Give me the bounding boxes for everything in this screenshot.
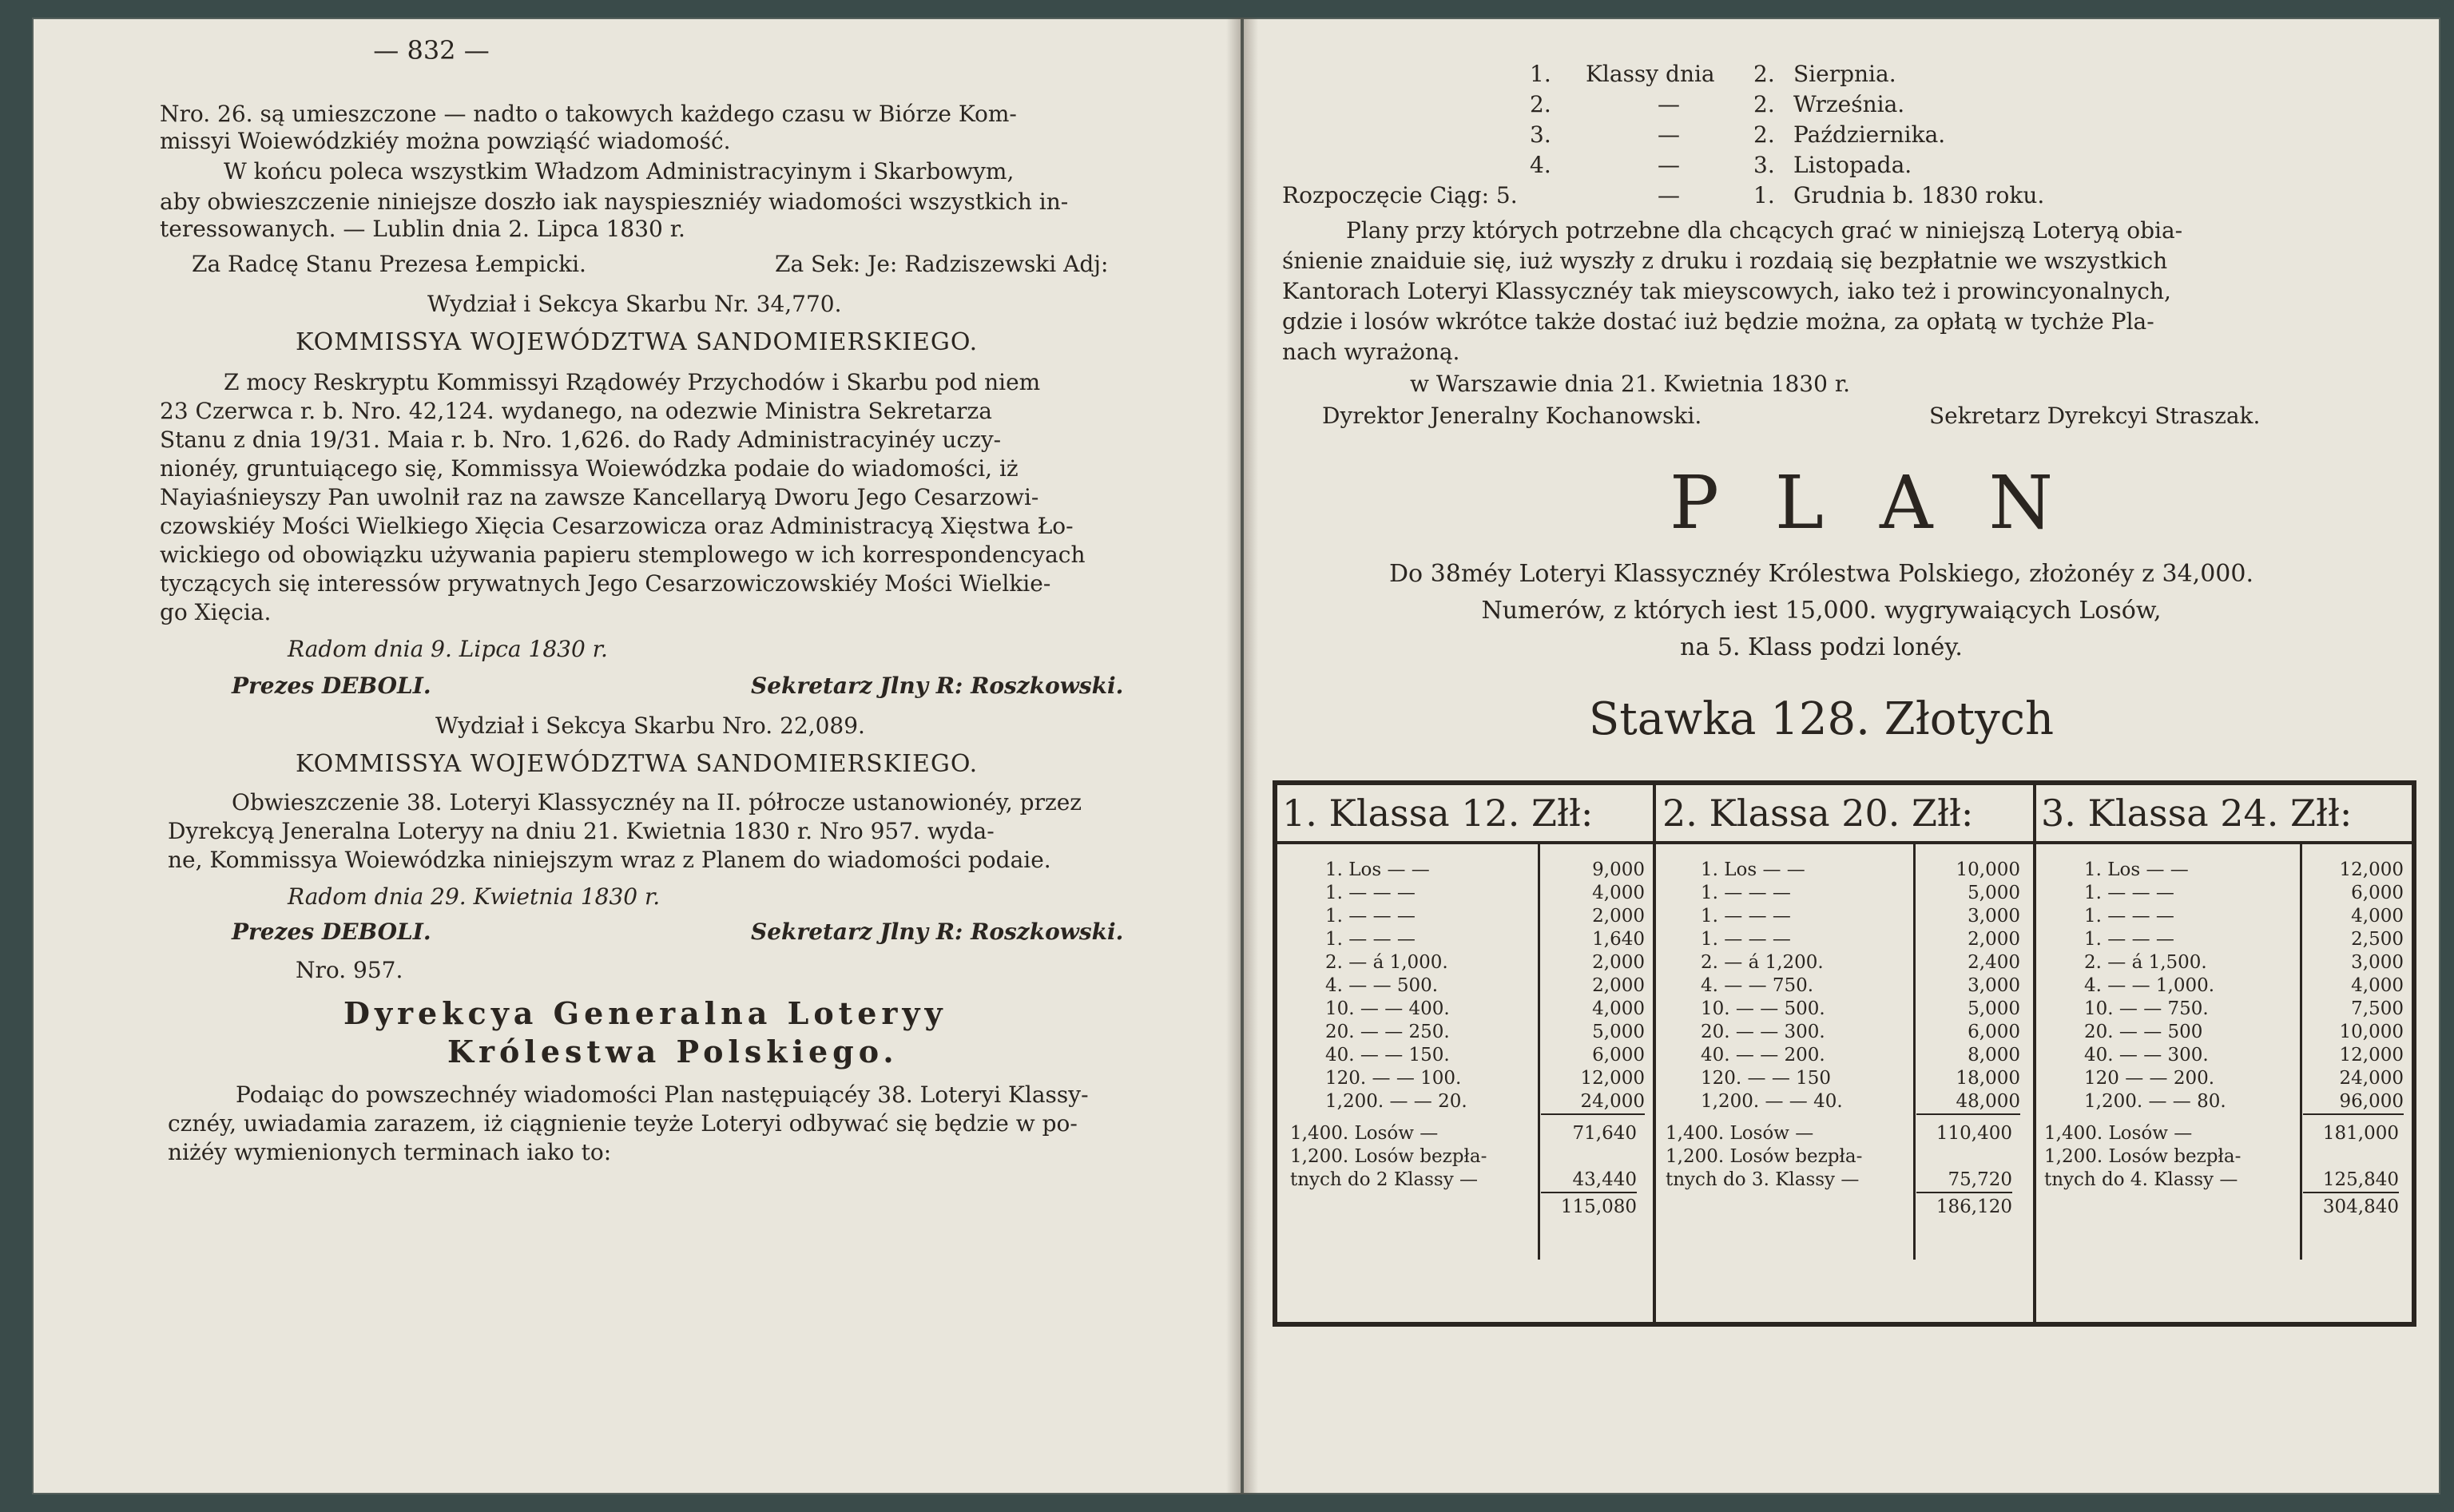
- schedule-cell: Października.: [1793, 121, 1946, 148]
- table-amount: 7,500: [2351, 998, 2404, 1019]
- table-row: 20. — — 500: [2084, 1022, 2203, 1042]
- table-amount: 181,000: [2322, 1123, 2399, 1144]
- table-row: 1,200. — — 40.: [1701, 1091, 1843, 1112]
- plan-subtitle: na 5. Klass podzi lonéy.: [1680, 633, 1963, 661]
- text-line: ne, Kommissya Woiewódzka niniejszym wraz z Planem do wiadomości podaie.: [168, 847, 1051, 873]
- signature-line: Prezes DEBOLI.: [232, 919, 431, 945]
- table-row: 1. — — —: [1701, 883, 1791, 903]
- plan-title: PLAN: [1670, 460, 2109, 546]
- table-row: 10. — — 750.: [2084, 998, 2209, 1019]
- table-amount: 6,000: [1592, 1045, 1645, 1066]
- table-amount: 4,000: [2351, 975, 2404, 996]
- section-heading: KOMMISSYA WOJEWÓDZTWA SANDOMIERSKIEGO.: [296, 328, 979, 356]
- text-line: niżéy wymienionych terminach iako to:: [168, 1139, 612, 1165]
- text-line: teressowanych. — Lublin dnia 2. Lipca 1830 r.: [160, 216, 685, 242]
- text-line: tyczących się interessów prywatnych Jego Cesarzowiczowskiéy Mości Wielkie-: [160, 570, 1051, 597]
- schedule-cell: 2.: [1753, 61, 1775, 87]
- schedule-cell: 1.: [1530, 61, 1551, 87]
- text-line: Stanu z dnia 19/31. Maia r. b. Nro. 1,626. do Rady Administracyinéy uczy-: [160, 427, 1002, 453]
- schedule-cell: Września.: [1793, 91, 1905, 117]
- table-amount: 304,840: [2322, 1197, 2399, 1217]
- schedule-cell: —: [1658, 121, 1680, 148]
- table-row: 4. — — 500.: [1325, 975, 1439, 996]
- text-line: missyi Woiewódzkiéy można powziąść wiadomość.: [160, 128, 731, 154]
- schedule-cell: 3.: [1530, 121, 1551, 148]
- text-line: go Xięcia.: [160, 599, 272, 625]
- table-row: 2. — á 1,000.: [1325, 952, 1448, 973]
- table-amount: 110,400: [1936, 1123, 2012, 1144]
- table-amount: 12,000: [1580, 1068, 1645, 1089]
- schedule-cell: 2.: [1530, 91, 1551, 117]
- table-row: 40. — — 200.: [1701, 1045, 1825, 1066]
- table-amount: 71,640: [1572, 1123, 1637, 1144]
- table-amount: 3,000: [1968, 906, 2020, 927]
- signature-line: Sekretarz Jlny R: Roszkowski.: [751, 919, 1124, 945]
- text-line: nach wyrażoną.: [1282, 339, 1460, 365]
- table-row: 20. — — 250.: [1325, 1022, 1450, 1042]
- table-row: 120 — — 200.: [2084, 1068, 2215, 1089]
- table-row: 1. — — —: [2084, 883, 2174, 903]
- table-amount: 2,400: [1968, 952, 2020, 973]
- schedule-cell: 3.: [1753, 152, 1775, 178]
- table-foot-label: 1,400. Losów —: [2044, 1123, 2193, 1144]
- table-foot-label: 1,400. Losów —: [1666, 1123, 1814, 1144]
- table-foot-label: 1,200. Losów bezpła-: [2044, 1146, 2242, 1167]
- date-line: Radom dnia 29. Kwietnia 1830 r.: [288, 883, 661, 910]
- schedule-cell: Sierpnia.: [1793, 61, 1896, 87]
- table-amount: 24,000: [1541, 1090, 1645, 1115]
- text-line: Dyrekcyą Jeneralna Loteryy na dniu 21. Kwietnia 1830 r. Nro 957. wyda-: [168, 818, 995, 844]
- signature-line: Sekretarz Jlny R: Roszkowski.: [751, 673, 1124, 699]
- table-amount: 186,120: [1936, 1197, 2012, 1217]
- table-row: 1. — — —: [1325, 906, 1416, 927]
- text-line: Z mocy Reskryptu Kommissyi Rządowéy Przychodów i Skarbu pod niem: [224, 369, 1041, 395]
- table-foot-label: tnych do 3. Klassy —: [1666, 1169, 1860, 1190]
- table-amount: 12,000: [2339, 1045, 2404, 1066]
- table-row: 10. — — 400.: [1325, 998, 1450, 1019]
- table-amount: 10,000: [1956, 859, 2020, 880]
- table-row: 40. — — 150.: [1325, 1045, 1450, 1066]
- table-amount: 10,000: [2339, 1022, 2404, 1042]
- page-number: — 832 —: [373, 35, 490, 65]
- table-foot-label: tnych do 4. Klassy —: [2044, 1169, 2238, 1190]
- text-line: śnienie znaiduie się, iuż wyszły z druku i rozdaią się bezpłatnie we wszystkich: [1282, 248, 2168, 274]
- schedule-cell: —: [1658, 152, 1680, 178]
- table-amount: 18,000: [1956, 1068, 2020, 1089]
- section-ref: Wydział i Sekcya Skarbu Nr. 34,770.: [427, 291, 842, 317]
- table-foot-label: 1,200. Losów bezpła-: [1666, 1146, 1863, 1167]
- table-amount: 9,000: [1592, 859, 1645, 880]
- text-line: Kantorach Loteryi Klassycznéy tak mieyscowych, iako też i prowincyonalnych,: [1282, 278, 2171, 304]
- table-amount: 43,440: [1541, 1169, 1637, 1193]
- heading: Dyrekcya Generalna Loteryy: [343, 995, 947, 1031]
- text-line: czowskiéy Mości Wielkiego Xięcia Cesarzowicza oraz Administracyą Xięstwa Ło-: [160, 513, 1074, 539]
- schedule-cell: Listopada.: [1793, 152, 1912, 178]
- klassa-header: 2. Klassa 20. Złł:: [1662, 792, 1974, 835]
- klassa-header: 3. Klassa 24. Złł:: [2041, 792, 2353, 835]
- signature-line: Prezes DEBOLI.: [232, 673, 431, 699]
- schedule-cell: —: [1658, 182, 1680, 208]
- table-amount: 96,000: [2303, 1090, 2404, 1115]
- column-divider: [2033, 785, 2036, 1322]
- schedule-cell: 4.: [1530, 152, 1551, 178]
- amount-divider: [2300, 844, 2302, 1260]
- table-amount: 2,000: [1592, 906, 1645, 927]
- table-amount: 5,000: [1968, 883, 2020, 903]
- text-line: Nro. 26. są umieszczone — nadto o takowych każdego czasu w Biórze Kom-: [160, 101, 1017, 127]
- table-amount: 2,000: [1592, 975, 1645, 996]
- table-row: 4. — — 750.: [1701, 975, 1814, 996]
- signature-line: Sekretarz Dyrekcyi Straszak.: [1929, 403, 2261, 429]
- table-row: 120. — — 100.: [1325, 1068, 1462, 1089]
- table-amount: 2,500: [2351, 929, 2404, 950]
- text-line: Obwieszczenie 38. Loteryi Klassycznéy na II. półrocze ustanowionéy, przez: [232, 789, 1082, 816]
- table-amount: 75,720: [1916, 1169, 2012, 1193]
- left-page: [32, 18, 1242, 1494]
- table-row: 4. — — 1,000.: [2084, 975, 2215, 996]
- schedule-cell: Grudnia b. 1830 roku.: [1793, 182, 2045, 208]
- text-line: Plany przy których potrzebne dla chcących grać w niniejszą Loteryą obia-: [1346, 217, 2183, 244]
- table-amount: 1,640: [1592, 929, 1645, 950]
- table-row: 1. — — —: [1325, 929, 1416, 950]
- table-foot-label: 1,400. Losów —: [1290, 1123, 1439, 1144]
- table-row: 1. — — —: [1325, 883, 1416, 903]
- table-amount: 3,000: [2351, 952, 2404, 973]
- plan-subtitle: Numerów, z których iest 15,000. wygrywaiących Losów,: [1481, 597, 2162, 625]
- text-line: aby obwieszczenie niniejsze doszło iak nayspieszniéy wiadomości wszystkich in-: [160, 189, 1069, 215]
- table-amount: 4,000: [1592, 998, 1645, 1019]
- table-amount: 6,000: [2351, 883, 2404, 903]
- number-ref: Nro. 957.: [296, 957, 403, 983]
- prize-table: [1273, 780, 2416, 1327]
- table-amount: 24,000: [2339, 1068, 2404, 1089]
- date-line: Radom dnia 9. Lipca 1830 r.: [288, 636, 608, 662]
- stawka-heading: Stawka 128. Złotych: [1588, 693, 2055, 745]
- table-amount: 2,000: [1592, 952, 1645, 973]
- right-page: [1242, 18, 2440, 1494]
- table-row: 1. Los — —: [1325, 859, 1430, 880]
- table-row: 1. — — —: [1701, 929, 1791, 950]
- table-amount: 4,000: [2351, 906, 2404, 927]
- table-amount: 12,000: [2339, 859, 2404, 880]
- table-amount: 2,000: [1968, 929, 2020, 950]
- text-line: cznéy, uwiadamia zarazem, iż ciągnienie teyże Loteryi odbywać się będzie w po-: [168, 1110, 1078, 1137]
- schedule-cell: 2.: [1753, 121, 1775, 148]
- text-line: Nayiaśnieyszy Pan uwolnił raz na zawsze Kancellaryą Dworu Jego Cesarzowi-: [160, 484, 1039, 510]
- text-line: 23 Czerwca r. b. Nro. 42,124. wydanego, na odezwie Ministra Sekretarza: [160, 398, 992, 424]
- table-row: 120. — — 150: [1701, 1068, 1832, 1089]
- table-amount: 3,000: [1968, 975, 2020, 996]
- text-line: nionéy, gruntuiącego się, Kommissya Woiewódzka podaie do wiadomości, iż: [160, 455, 1019, 482]
- table-row: 40. — — 300.: [2084, 1045, 2209, 1066]
- schedule-cell: 2.: [1753, 91, 1775, 117]
- table-amount: 115,080: [1560, 1197, 1637, 1217]
- table-row: 1,200. — — 80.: [2084, 1091, 2226, 1112]
- date-line: w Warszawie dnia 21. Kwietnia 1830 r.: [1410, 371, 1851, 397]
- signature-line: Dyrektor Jeneralny Kochanowski.: [1322, 403, 1702, 429]
- text-line: Podaiąc do powszechnéy wiadomości Plan następuiącéy 38. Loteryi Klassy-: [236, 1081, 1089, 1108]
- table-row: 20. — — 300.: [1701, 1022, 1825, 1042]
- table-row: 1. — — —: [2084, 906, 2174, 927]
- amount-divider: [1913, 844, 1916, 1260]
- klassa-header: 1. Klassa 12. Złł:: [1282, 792, 1594, 835]
- table-amount: 125,840: [2303, 1169, 2399, 1193]
- schedule-cell: Rozpoczęcie Ciąg: 5.: [1282, 182, 1518, 208]
- text-line: gdzie i losów wkrótce także dostać iuż będzie można, za opłatą w tychże Pla-: [1282, 308, 2154, 335]
- table-row: 1. Los — —: [2084, 859, 2189, 880]
- table-foot-label: tnych do 2 Klassy —: [1290, 1169, 1479, 1190]
- table-row: 1. — — —: [1701, 906, 1791, 927]
- table-row: 1. — — —: [2084, 929, 2174, 950]
- table-amount: 5,000: [1592, 1022, 1645, 1042]
- book-gutter: [1226, 18, 1258, 1494]
- table-rule: [1277, 841, 2412, 844]
- table-amount: 5,000: [1968, 998, 2020, 1019]
- table-foot-label: 1,200. Losów bezpła-: [1290, 1146, 1487, 1167]
- table-amount: 48,000: [1916, 1090, 2020, 1115]
- text-line: wickiego od obowiązku używania papieru stemplowego w ich korrespondencyach: [160, 542, 1086, 568]
- signature-line: Za Radcę Stanu Prezesa Łempicki.: [192, 251, 586, 277]
- signature-line: Za Sek: Je: Radziszewski Adj:: [775, 251, 1109, 277]
- table-amount: 6,000: [1968, 1022, 2020, 1042]
- table-amount: 4,000: [1592, 883, 1645, 903]
- table-row: 1,200. — — 20.: [1325, 1091, 1467, 1112]
- table-row: 2. — á 1,500.: [2084, 952, 2207, 973]
- section-ref: Wydział i Sekcya Skarbu Nro. 22,089.: [435, 712, 865, 739]
- table-row: 1. Los — —: [1701, 859, 1805, 880]
- section-heading: KOMMISSYA WOJEWÓDZTWA SANDOMIERSKIEGO.: [296, 750, 979, 778]
- amount-divider: [1538, 844, 1540, 1260]
- schedule-cell: Klassy dnia: [1586, 61, 1715, 87]
- heading: Królestwa Polskiego.: [447, 1034, 899, 1070]
- table-amount: 8,000: [1968, 1045, 2020, 1066]
- schedule-cell: —: [1658, 91, 1680, 117]
- table-row: 10. — — 500.: [1701, 998, 1825, 1019]
- plan-subtitle: Do 38méy Loteryi Klassycznéy Królestwa Polskiego, złożonéy z 34,000.: [1389, 560, 2253, 588]
- column-divider: [1653, 785, 1656, 1322]
- text-line: W końcu poleca wszystkim Władzom Administracyinym i Skarbowym,: [224, 158, 1015, 185]
- schedule-cell: 1.: [1753, 182, 1775, 208]
- table-row: 2. — á 1,200.: [1701, 952, 1824, 973]
